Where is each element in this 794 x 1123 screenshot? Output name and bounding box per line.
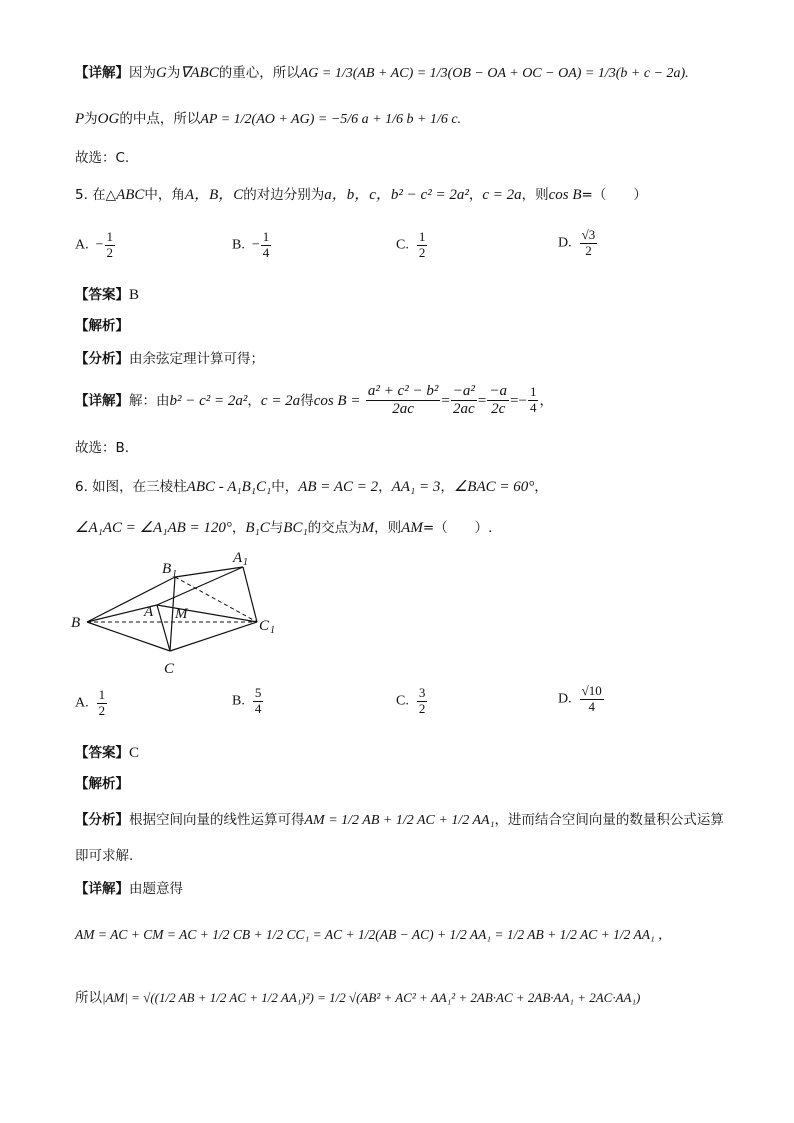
label-A1-sub: 1 (243, 557, 248, 568)
edge-b-b1 (87, 577, 175, 622)
q6-option-a[interactable]: A. $\frac{1}{2}$ (75, 687, 106, 718)
q6-option-c[interactable]: C. $\frac{3}{2}$ (396, 685, 426, 716)
label-C1: C (259, 618, 270, 634)
label-C1-sub: 1 (270, 625, 275, 636)
q5-answer: 【答案】B (75, 287, 140, 303)
edge-c-c1 (170, 622, 257, 651)
q5-detail: 【详解】解：由b² − c² = 2a²，c = 2a得cos B = $\frac{\text{a² + c² − b²}}{2ac}$ = $\frac{\text{−a²}}{2ac}$ = $\frac{-a}{2c}$ =− $\frac{1}{4}$ ， (75, 383, 553, 418)
edge-a1-c1 (243, 567, 257, 622)
p4-detail-line1: 【详解】因为G为∇ABC的重心，所以AG = 1/3(AB + AC) = 1/3(OB − OA + OC − OA) = 1/3(b + c − 2a). (75, 65, 689, 81)
midpoint-vector-expression: AP = 1/2(AO + AG) = −5/6 a + 1/6 b + 1/6 c. (200, 112, 462, 127)
q5-conclusion: 故选：B. (75, 440, 130, 456)
label-C: C (164, 661, 175, 677)
magnitude-expression: |AM| = √((1/2 AB + 1/2 AC + 1/2 AA₁)²) = 1/2 √(AB² + AC² + AA₁² + 2AB·AC + 2AB·AA₁ + 2AC·AA₁) (102, 990, 641, 1005)
label-B: B (71, 615, 81, 631)
prism-diagram (65, 548, 295, 680)
q6-fenxi-line1: 【分析】根据空间向量的线性运算可得AM = 1/2 AB + 1/2 AC + 1/2 AA₁，进而结合空间向量的数量积公式运算 (75, 812, 724, 828)
centroid-vector-expression: AG = 1/3(AB + AC) = 1/3(OB − OA + OC − OA) = 1/3(b + c − 2a). (299, 66, 689, 81)
q6-option-b[interactable]: B. $\frac{5}{4}$ (232, 685, 262, 716)
p4-conclusion: 故选：C. (75, 150, 130, 166)
label-M: M (175, 606, 188, 622)
q6-answer: 【答案】C (75, 745, 140, 761)
q6-option-d[interactable]: D. $\frac{√10}{4}$ (558, 683, 602, 714)
edge-a-c (157, 605, 170, 651)
detail-tag: 【详解】 (75, 65, 129, 81)
q6-detail: 【详解】由题意得 (75, 881, 183, 897)
label-A: A (144, 604, 154, 620)
q6-stem-line2: ∠A₁AC = ∠A₁AB = 120°，B₁C与BC₁的交点为M，则AM=（ ）. (75, 520, 493, 536)
q5-fenxi: 【分析】由余弦定理计算可得； (75, 351, 264, 367)
q6-stem-line1: 6. 如图，在三棱柱ABC - A₁B₁C₁中，AB = AC = 2，AA₁ = 3，∠BAC = 60°， (75, 479, 548, 495)
q6-detail-expression: AM = AC + CM = AC + 1/2 CB + 1/2 CC₁ = AC + 1/2(AB − AC) + 1/2 AA₁ = 1/2 AB + 1/2 AC + 1/2 AA₁ ， (75, 927, 672, 942)
edge-b-c (87, 622, 170, 651)
q5-option-a[interactable]: A. − $\frac{1}{2}$ (75, 229, 114, 260)
label-B1: B (162, 561, 172, 577)
q5-option-d[interactable]: D. $\frac{√3}{2}$ (558, 227, 596, 258)
q5-option-b[interactable]: B. − $\frac{1}{4}$ (232, 229, 270, 260)
q6-fenxi-line2: 即可求解. (75, 848, 134, 864)
q5-stem: 5. 在△ABC中，角A，B，C的对边分别为a，b，c，b² − c² = 2a²，c = 2a，则cos B=（ ） (75, 187, 647, 203)
label-B1-sub: 1 (172, 569, 177, 580)
label-A1: A (233, 550, 243, 566)
p4-detail-line2: P为OG的中点，所以AP = 1/2(AO + AG) = −5/6 a + 1/6 b + 1/6 c. (75, 111, 462, 127)
am-decomposition: AM = 1/2 AB + 1/2 AC + 1/2 AA₁ (304, 813, 495, 828)
q5-option-c[interactable]: C. $\frac{1}{2}$ (396, 229, 426, 260)
q6-magnitude-line: 所以|AM| = √((1/2 AB + 1/2 AC + 1/2 AA₁)²) = 1/2 √(AB² + AC² + AA₁² + 2AB·AC + 2AB·AA₁ + 2AC·AA₁) (75, 990, 641, 1006)
q6-analysis-tag: 【解析】 (75, 776, 129, 792)
q5-analysis-tag: 【解析】 (75, 318, 129, 334)
